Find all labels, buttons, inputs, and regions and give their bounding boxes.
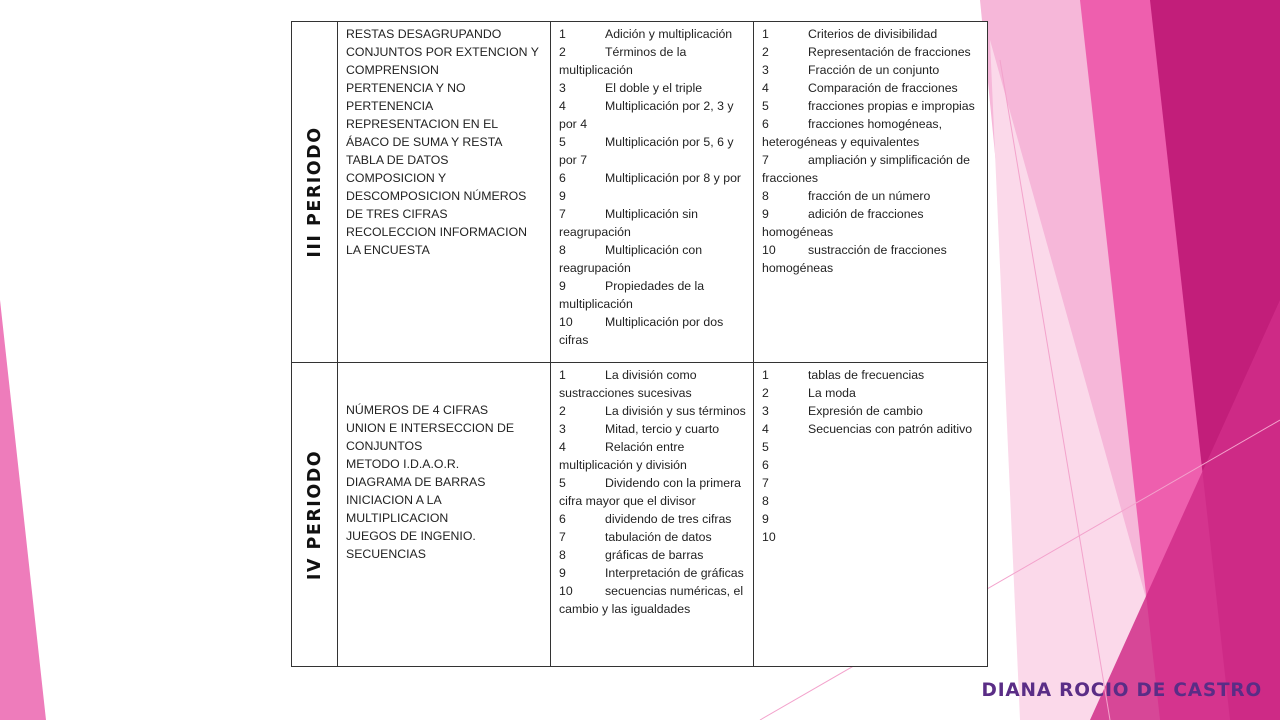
item-text: Dividendo con la primera cifra mayor que el divisor [559,476,742,508]
numbered-item [559,582,747,618]
numbered-item [559,564,747,582]
item-number: 9 [762,207,769,221]
numbered-item [762,384,981,402]
item-text: El doble y el triple [605,81,703,95]
item-text: La moda [808,386,856,400]
numbered-item [559,438,747,474]
item-number: 5 [762,440,769,454]
curriculum-table [291,21,988,667]
item-text: Multiplicación por 8 y por 9 [559,171,742,203]
item-text: tablas de frecuencias [808,368,925,382]
item-number: 4 [762,422,769,436]
item-number: 3 [559,81,566,95]
item-text: Fracción de un conjunto [808,63,940,77]
item-text: secuencias numéricas, el cambio y las igualdades [559,584,744,616]
fractions-stats-cell [754,22,988,363]
item-number: 4 [559,440,566,454]
item-number: 2 [762,45,769,59]
item-text: Multiplicación por 2, 3 y por 4 [559,99,734,131]
numbered-item [762,61,981,79]
fractions-stats-cell [754,363,988,667]
item-number: 4 [559,99,566,113]
item-number: 9 [559,566,566,580]
operations-cell [551,22,754,363]
numbered-item [559,43,747,79]
numbered-item [762,43,981,61]
left-pink-wedge [0,300,46,720]
item-text: Interpretación de gráficas [605,566,744,580]
item-number: 8 [559,548,566,562]
numbered-item [762,492,981,510]
item-number: 7 [559,207,566,221]
topic-item: RESTAS DESAGRUPANDO [346,27,502,41]
topic-item: COMPOSICION Y DESCOMPOSICION NÚMEROS DE TRES CIFRAS [346,171,527,221]
item-number: 9 [559,279,566,293]
period-label: IV PERIODO [304,449,325,580]
item-number: 6 [762,117,769,131]
item-number: 6 [559,512,566,526]
item-text: Secuencias con patrón aditivo [808,422,973,436]
topic-item: CONJUNTOS POR EXTENCION Y COMPRENSION [346,45,539,77]
topic-item: LA ENCUESTA [346,243,430,257]
topics-cell [338,363,551,667]
numbered-item [762,79,981,97]
item-text: Mitad, tercio y cuarto [605,422,720,436]
item-text: fracción de un número [808,189,931,203]
item-text: Adición y multiplicación [605,27,733,41]
item-number: 10 [762,243,776,257]
numbered-item [559,169,747,205]
numbered-item [559,402,747,420]
curriculum-table-body [292,22,988,667]
numbered-item [762,528,981,546]
period-label: III PERIODO [304,126,325,258]
numbered-item [762,420,981,438]
numbered-item [762,151,981,187]
topic-item: RECOLECCION INFORMACION [346,225,528,239]
item-number: 6 [762,458,769,472]
item-number: 5 [559,476,566,490]
item-text: gráficas de barras [605,548,704,562]
curriculum-table-container [291,21,987,666]
item-text: tabulación de datos [605,530,712,544]
numbered-item [762,366,981,384]
item-number: 8 [559,243,566,257]
item-text: Comparación de fracciones [808,81,958,95]
period-row [292,363,988,667]
numbered-item [559,205,747,241]
numbered-item [559,420,747,438]
item-text: Relación entre multiplicación y división [559,440,687,472]
item-text: dividendo de tres cifras [605,512,732,526]
item-number: 6 [559,171,566,185]
item-text: fracciones homogéneas, heterogéneas y equivalentes [762,117,942,149]
numbered-item [762,402,981,420]
numbered-item [559,366,747,402]
topic-item: UNION E INTERSECCION DE CONJUNTOS [346,421,515,453]
item-text: Términos de la multiplicación [559,45,687,77]
topic-item: SECUENCIAS [346,547,426,561]
item-number: 8 [762,189,769,203]
item-number: 10 [559,315,573,329]
topic-item: METODO I.D.A.O.R. [346,457,460,471]
item-number: 3 [762,63,769,77]
numbered-item [762,510,981,528]
numbered-item [762,25,981,43]
item-number: 5 [559,135,566,149]
numbered-item [559,97,747,133]
item-text: Expresión de cambio [808,404,923,418]
item-text: Multiplicación por 5, 6 y por 7 [559,135,734,167]
topic-item: INICIACION A LA MULTIPLICACION [346,493,449,525]
numbered-item [762,456,981,474]
numbered-item [559,313,747,349]
period-label-cell [292,363,338,667]
item-text: ampliación y simplificación de fracciones [762,153,970,185]
numbered-item [559,79,747,97]
item-text: Propiedades de la multiplicación [559,279,705,311]
item-number: 3 [559,422,566,436]
item-number: 5 [762,99,769,113]
item-number: 10 [559,584,573,598]
item-text: Multiplicación sin reagrupación [559,207,698,239]
topic-item: NÚMEROS DE 4 CIFRAS [346,403,489,417]
item-number: 1 [559,368,566,382]
numbered-item [559,546,747,564]
item-text: adición de fracciones homogéneas [762,207,924,239]
numbered-item [559,528,747,546]
item-number: 8 [762,494,769,508]
operations-cell [551,363,754,667]
numbered-item [762,115,981,151]
item-number: 7 [559,530,566,544]
item-text: Representación de fracciones [808,45,971,59]
numbered-item [559,474,747,510]
numbered-item [762,187,981,205]
numbered-item [559,277,747,313]
numbered-item [559,241,747,277]
numbered-item [559,25,747,43]
topic-item: REPRESENTACION EN EL ÁBACO DE SUMA Y RESTA [346,117,503,149]
item-text: La división y sus términos [605,404,746,418]
topic-item: PERTENENCIA Y NO PERTENENCIA [346,81,466,113]
numbered-item [559,510,747,528]
item-text: Multiplicación con reagrupación [559,243,703,275]
item-text: Multiplicación por dos cifras [559,315,724,347]
item-text: La división como sustracciones sucesivas [559,368,697,400]
numbered-item [559,133,747,169]
numbered-item [762,241,981,277]
item-number: 7 [762,476,769,490]
item-number: 3 [762,404,769,418]
period-label-cell [292,22,338,363]
item-number: 4 [762,81,769,95]
item-number: 10 [762,530,776,544]
topics-cell [338,22,551,363]
item-text: sustracción de fracciones homogéneas [762,243,947,275]
item-number: 2 [559,45,566,59]
topic-item: DIAGRAMA DE BARRAS [346,475,486,489]
item-number: 1 [762,27,769,41]
author-name: DIANA ROCIO DE CASTRO [981,680,1262,701]
item-number: 2 [762,386,769,400]
topic-item: TABLA DE DATOS [346,153,449,167]
numbered-item [762,97,981,115]
numbered-item [762,474,981,492]
item-number: 2 [559,404,566,418]
item-number: 7 [762,153,769,167]
item-number: 1 [762,368,769,382]
item-text: fracciones propias e impropias [808,99,975,113]
period-row [292,22,988,363]
numbered-item [762,205,981,241]
item-text: Criterios de divisibilidad [808,27,938,41]
numbered-item [762,438,981,456]
topic-item: JUEGOS DE INGENIO. [346,529,476,543]
item-number: 1 [559,27,566,41]
item-number: 9 [762,512,769,526]
